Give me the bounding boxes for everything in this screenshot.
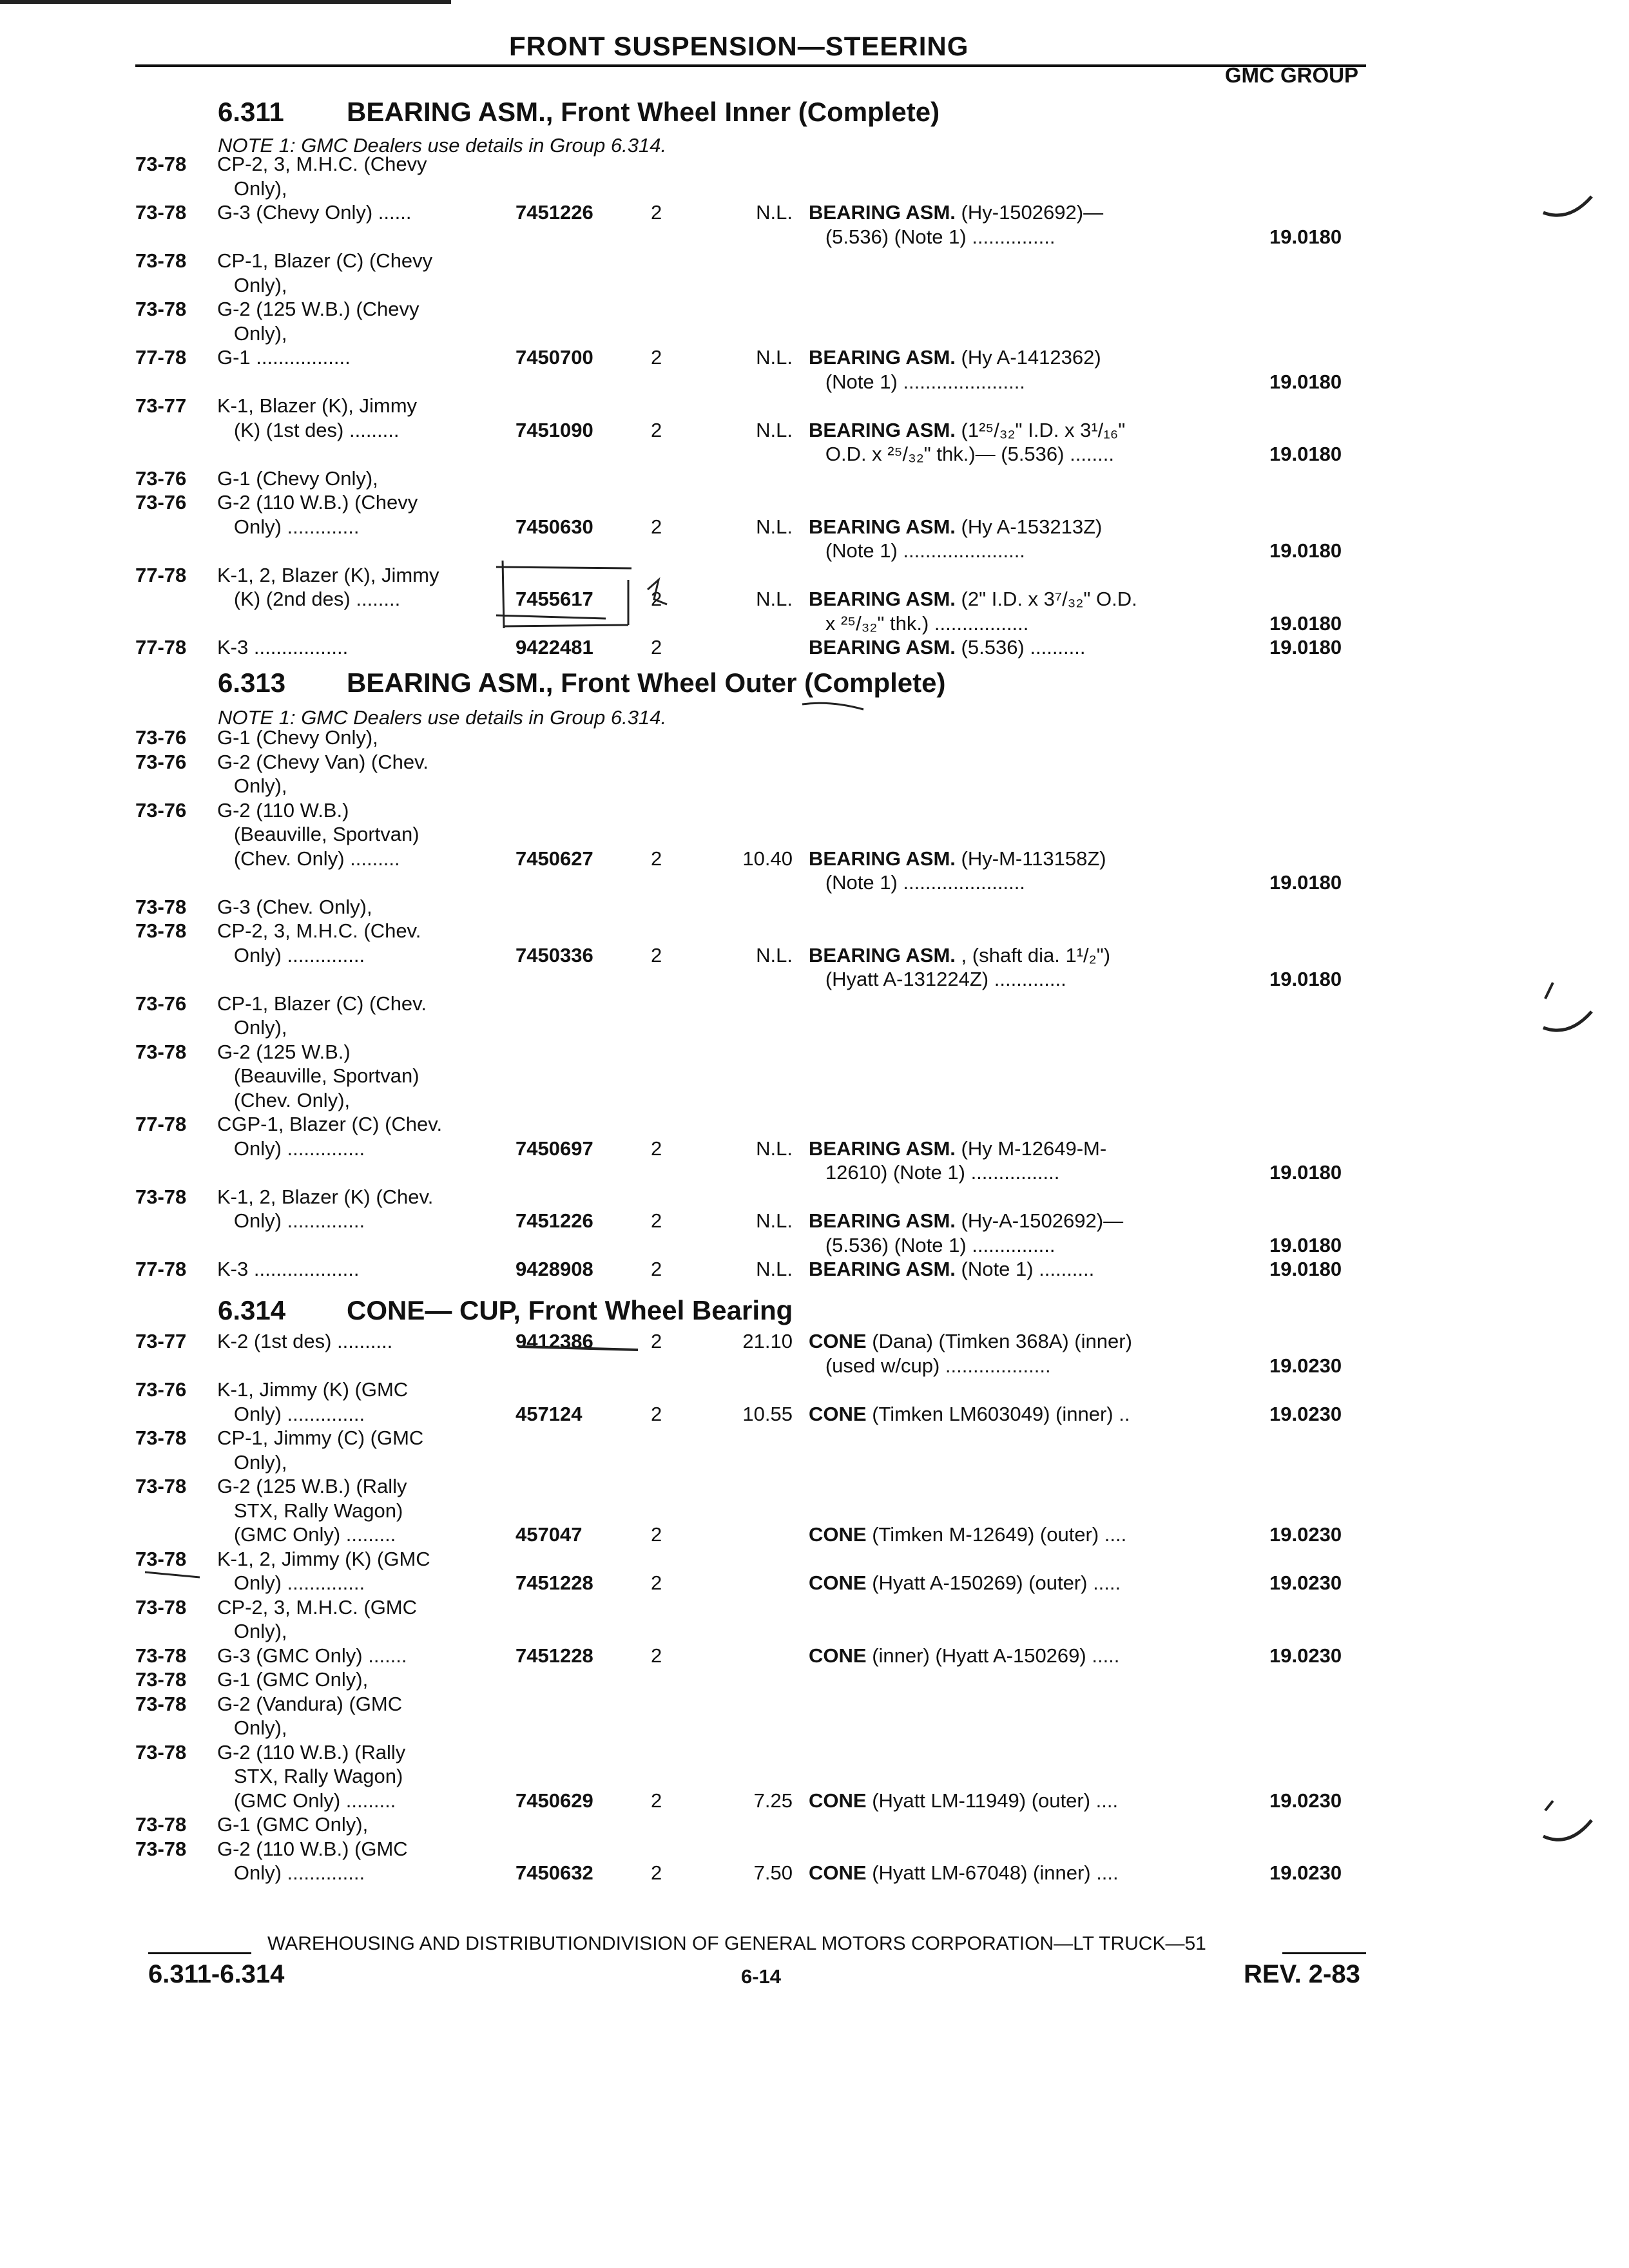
- model-cell: G-2 (Chevy Van) (Chev.: [217, 750, 429, 773]
- description-name: BEARING ASM.: [809, 346, 956, 369]
- model-cell: Only),: [217, 774, 287, 797]
- year-cell: 73-76: [135, 491, 187, 514]
- description-cell: [809, 539, 1025, 562]
- description-cell: [809, 587, 1137, 611]
- year-cell: 73-76: [135, 1378, 187, 1401]
- section-number: 6.311: [218, 97, 284, 127]
- group-number-cell: 19.0180: [1269, 1258, 1342, 1280]
- quantity-cell: 2: [651, 1523, 662, 1546]
- handwritten-box-mark: [490, 554, 696, 631]
- quantity-cell: 2: [651, 943, 662, 966]
- year-cell: 73-78: [135, 298, 187, 320]
- year-cell: 73-78: [135, 1547, 187, 1570]
- section-number: 6.314: [218, 1295, 286, 1325]
- description-name: BEARING ASM.: [809, 1209, 956, 1232]
- model-cell: (Beauville, Sportvan): [217, 1064, 419, 1087]
- description-detail: (Dana) (Timken 368A) (inner): [866, 1330, 1132, 1352]
- model-cell: Only),: [217, 1620, 287, 1642]
- description-detail: (inner) (Hyatt A-150269) .....: [866, 1644, 1120, 1667]
- description-detail: (1²⁵/₃₂" I.D. x 3¹/₁₆": [955, 418, 1126, 441]
- quantity-cell: 2: [651, 588, 662, 610]
- top-scan-bar: [0, 0, 451, 4]
- model-cell: G-2 (110 W.B.): [217, 798, 349, 822]
- quantity-cell: 2: [651, 1571, 662, 1594]
- description-cell: [809, 1523, 1126, 1546]
- description-cell: [809, 1160, 1059, 1184]
- year-cell: 73-78: [135, 919, 187, 942]
- part-number-cell: 7451090: [516, 418, 593, 441]
- description-cell: [809, 1861, 1119, 1885]
- description-name: CONE: [809, 1330, 867, 1352]
- description-name: CONE: [809, 1523, 867, 1546]
- group-number-cell: 19.0230: [1269, 1571, 1342, 1594]
- price-cell: 10.40: [742, 847, 793, 870]
- description-cell: [809, 1789, 1118, 1812]
- description-cell: [809, 1571, 1121, 1595]
- group-number-cell: 19.0180: [1269, 1233, 1342, 1256]
- section-title: [218, 1295, 793, 1326]
- year-cell: 73-77: [135, 394, 187, 417]
- description-detail: (Note 1) ......................: [809, 539, 1025, 562]
- description-name: BEARING ASM.: [809, 943, 956, 966]
- model-cell: G-1 (Chevy Only),: [217, 726, 378, 749]
- model-cell: G-2 (125 W.B.) (Rally: [217, 1475, 407, 1497]
- model-cell: K-1, 2, Blazer (K), Jimmy: [217, 563, 439, 586]
- description-cell: [809, 943, 1110, 967]
- description-detail: (5.536) (Note 1) ...............: [809, 225, 1055, 248]
- description-name: BEARING ASM.: [809, 201, 956, 224]
- model-cell: K-2 (1st des) ..........: [217, 1330, 393, 1352]
- year-cell: 73-78: [135, 1837, 187, 1860]
- quantity-cell: 2: [651, 1861, 662, 1884]
- part-number-cell: 457124: [516, 1402, 583, 1425]
- year-cell: 73-78: [135, 153, 187, 175]
- quantity-cell: 2: [651, 515, 662, 538]
- description-detail: x ²⁵/₃₂" thk.) .................: [809, 611, 1029, 635]
- group-number-cell: 19.0230: [1269, 1644, 1342, 1667]
- model-cell: G-1 (Chevy Only),: [217, 466, 378, 490]
- description-detail: 12610) (Note 1) ................: [809, 1161, 1060, 1184]
- year-cell: 73-76: [135, 726, 187, 749]
- section-heading: BEARING ASM., Front Wheel Inner (Complete): [347, 97, 940, 127]
- year-cell: 73-78: [135, 201, 187, 224]
- description-detail: (used w/cup) ...................: [809, 1354, 1051, 1377]
- model-cell: Only) ..............: [217, 1402, 365, 1425]
- price-cell: N.L.: [756, 346, 793, 369]
- model-cell: CP-2, 3, M.H.C. (Chevy: [217, 153, 427, 175]
- model-cell: K-3 .................: [217, 636, 349, 658]
- description-detail: (Hyatt LM-11949) (outer) ....: [866, 1789, 1119, 1812]
- part-number-cell: 7450697: [516, 1137, 593, 1160]
- year-cell: 73-78: [135, 1427, 187, 1449]
- price-cell: N.L.: [756, 1137, 793, 1160]
- header-rule: [135, 64, 1366, 67]
- part-number-cell: 7451228: [516, 1644, 593, 1667]
- section-note: NOTE 1: GMC Dealers use details in Group 6.314.: [218, 706, 667, 729]
- model-cell: G-3 (Chevy Only) ......: [217, 201, 412, 224]
- price-cell: 10.55: [742, 1402, 793, 1425]
- part-number-cell: 9428908: [516, 1258, 593, 1280]
- description-cell: [809, 967, 1066, 991]
- year-cell: 77-78: [135, 1258, 187, 1280]
- description-detail: (Hy-1502692)—: [955, 201, 1104, 224]
- model-cell: G-2 (110 W.B.) (Rally: [217, 1740, 406, 1763]
- description-name: BEARING ASM.: [809, 418, 956, 441]
- description-detail: (5.536) ..........: [955, 636, 1086, 658]
- model-cell: (GMC Only) .........: [217, 1523, 396, 1546]
- description-cell: [809, 635, 1086, 659]
- group-number-cell: 19.0180: [1269, 1161, 1342, 1184]
- description-detail: (Hyatt A-150269) (outer) .....: [866, 1571, 1121, 1594]
- model-cell: G-1 (GMC Only),: [217, 1813, 369, 1836]
- year-cell: 73-78: [135, 1692, 187, 1715]
- model-cell: K-1, Jimmy (K) (GMC: [217, 1378, 409, 1401]
- model-cell: K-1, 2, Blazer (K) (Chev.: [217, 1185, 434, 1208]
- description-cell: [809, 1329, 1132, 1353]
- description-name: CONE: [809, 1571, 867, 1594]
- model-cell: Only),: [217, 177, 287, 200]
- description-cell: [809, 418, 1125, 442]
- year-cell: 73-76: [135, 992, 187, 1015]
- handwritten-underline-mark: [516, 1343, 644, 1363]
- part-number-cell: 7450629: [516, 1789, 593, 1812]
- description-cell: [809, 1233, 1055, 1257]
- description-cell: [809, 370, 1025, 394]
- year-cell: 77-78: [135, 1113, 187, 1135]
- description-name: BEARING ASM.: [809, 515, 956, 538]
- group-number-cell: 19.0180: [1269, 370, 1342, 393]
- description-detail: (Hy M-12649-M-: [955, 1137, 1107, 1160]
- model-cell: K-1, 2, Jimmy (K) (GMC: [217, 1547, 430, 1570]
- footer-rule-left: [148, 1952, 251, 1954]
- description-detail: (Hy-M-113158Z): [955, 847, 1106, 870]
- description-detail: (Hyatt A-131224Z) .............: [809, 968, 1066, 990]
- section-heading: CONE— CUP, Front Wheel Bearing: [347, 1295, 793, 1325]
- model-cell: Only) ..............: [217, 1137, 365, 1160]
- model-cell: (Chev. Only) .........: [217, 847, 400, 870]
- model-cell: Only) ..............: [217, 1861, 365, 1884]
- year-cell: 73-78: [135, 249, 187, 272]
- part-number-cell: 7450700: [516, 346, 593, 369]
- year-cell: 73-78: [135, 1185, 187, 1208]
- model-cell: (GMC Only) .........: [217, 1789, 396, 1812]
- section-title: [218, 668, 945, 698]
- year-cell: 73-76: [135, 466, 187, 490]
- year-cell: 73-76: [135, 798, 187, 822]
- price-cell: N.L.: [756, 943, 793, 966]
- model-cell: G-2 (110 W.B.) (GMC: [217, 1837, 408, 1860]
- handwritten-underline-mark: [142, 1566, 296, 1585]
- model-cell: Only),: [217, 1450, 287, 1474]
- description-cell: [809, 442, 1114, 466]
- model-cell: STX, Rally Wagon): [217, 1499, 403, 1522]
- model-cell: (Beauville, Sportvan): [217, 823, 419, 845]
- description-detail: (Hy A-153213Z): [955, 515, 1103, 538]
- model-cell: Only),: [217, 273, 287, 296]
- description-cell: [809, 1402, 1130, 1426]
- description-cell: [809, 1209, 1123, 1233]
- price-cell: N.L.: [756, 418, 793, 441]
- description-name: BEARING ASM.: [809, 1258, 956, 1280]
- group-number-cell: 19.0180: [1269, 636, 1342, 658]
- model-cell: CP-1, Jimmy (C) (GMC: [217, 1427, 424, 1449]
- description-detail: (Note 1) ......................: [809, 871, 1025, 894]
- price-cell: N.L.: [756, 588, 793, 610]
- model-cell: (K) (1st des) .........: [217, 418, 400, 441]
- description-cell: [809, 515, 1102, 539]
- group-number-cell: 19.0230: [1269, 1402, 1342, 1425]
- year-cell: 73-76: [135, 750, 187, 773]
- model-cell: G-2 (110 W.B.) (Chevy: [217, 491, 418, 514]
- group-number-cell: 19.0180: [1269, 871, 1342, 894]
- year-cell: 73-78: [135, 1740, 187, 1763]
- model-cell: Only),: [217, 322, 287, 345]
- description-cell: [809, 345, 1101, 369]
- part-number-cell: 7450632: [516, 1861, 593, 1884]
- quantity-cell: 2: [651, 847, 662, 870]
- model-cell: G-2 (Vandura) (GMC: [217, 1692, 403, 1715]
- description-name: CONE: [809, 1789, 867, 1812]
- quantity-cell: 2: [651, 1789, 662, 1812]
- model-cell: Only),: [217, 1016, 287, 1039]
- year-cell: 73-78: [135, 1595, 187, 1619]
- quantity-cell: 2: [651, 1330, 662, 1352]
- part-number-cell: 9422481: [516, 636, 593, 658]
- description-detail: (2" I.D. x 3⁷/₃₂" O.D.: [955, 588, 1137, 610]
- description-detail: (Hyatt LM-67048) (inner) ....: [866, 1861, 1119, 1884]
- description-detail: (Note 1) ......................: [809, 370, 1025, 393]
- price-cell: N.L.: [756, 1209, 793, 1232]
- model-cell: Only) ..............: [217, 943, 365, 966]
- description-cell: [809, 1137, 1106, 1160]
- section-number: 6.313: [218, 668, 286, 698]
- year-cell: 77-78: [135, 346, 187, 369]
- model-cell: CP-1, Blazer (C) (Chev.: [217, 992, 427, 1015]
- quantity-cell: 2: [651, 1137, 662, 1160]
- description-name: BEARING ASM.: [809, 1137, 956, 1160]
- group-number-cell: 19.0180: [1269, 225, 1342, 248]
- group-number-cell: 19.0230: [1269, 1789, 1342, 1812]
- price-cell: 21.10: [742, 1330, 793, 1352]
- group-number-cell: 19.0180: [1269, 443, 1342, 465]
- description-detail: , (shaft dia. 1¹/₂"): [955, 943, 1111, 966]
- model-cell: K-1, Blazer (K), Jimmy: [217, 394, 418, 417]
- description-detail: (Timken LM603049) (inner) ..: [866, 1402, 1130, 1425]
- part-number-cell: 7455617: [516, 588, 593, 610]
- group-number-cell: 19.0230: [1269, 1523, 1342, 1546]
- model-cell: G-2 (125 W.B.): [217, 1040, 351, 1063]
- part-number-cell: 7450336: [516, 943, 593, 966]
- description-detail: (Hy-A-1502692)—: [955, 1209, 1124, 1232]
- model-cell: G-3 (Chev. Only),: [217, 895, 372, 918]
- section-title: [218, 97, 940, 128]
- year-cell: 73-78: [135, 1475, 187, 1497]
- part-number-cell: 7450627: [516, 847, 593, 870]
- quantity-cell: 2: [651, 346, 662, 369]
- model-cell: Only) ..............: [217, 1571, 365, 1594]
- description-detail: (Hy A-1412362): [955, 346, 1101, 369]
- description-cell: [809, 1644, 1119, 1667]
- model-cell: CP-1, Blazer (C) (Chevy: [217, 249, 433, 272]
- description-cell: [809, 870, 1025, 894]
- part-number-cell: 7451228: [516, 1571, 593, 1594]
- part-number-cell: 7450630: [516, 515, 593, 538]
- description-name: BEARING ASM.: [809, 636, 956, 658]
- description-name: CONE: [809, 1644, 867, 1667]
- model-cell: CP-2, 3, M.H.C. (GMC: [217, 1595, 418, 1619]
- group-number-cell: 19.0230: [1269, 1861, 1342, 1884]
- description-cell: [809, 847, 1106, 870]
- model-cell: G-3 (GMC Only) .......: [217, 1644, 407, 1667]
- description-name: CONE: [809, 1861, 867, 1884]
- description-name: BEARING ASM.: [809, 847, 956, 870]
- margin-tick-mark: [1540, 1798, 1598, 1862]
- model-cell: CGP-1, Blazer (C) (Chev.: [217, 1113, 443, 1135]
- footer-page-number: 6-14: [741, 1965, 782, 1988]
- margin-tick-mark: [1540, 193, 1598, 232]
- quantity-cell: 2: [651, 1258, 662, 1280]
- model-cell: Only) ..............: [217, 1209, 365, 1232]
- description-detail: (Timken M-12649) (outer) ....: [866, 1523, 1127, 1546]
- model-cell: Only) .............: [217, 515, 360, 538]
- handwritten-arrow-mark: [799, 699, 870, 718]
- year-cell: 77-78: [135, 563, 187, 586]
- quantity-cell: 2: [651, 1402, 662, 1425]
- model-cell: STX, Rally Wagon): [217, 1765, 403, 1787]
- model-cell: (K) (2nd des) ........: [217, 588, 401, 610]
- description-cell: [809, 200, 1103, 224]
- footer-rule-right: [1282, 1952, 1366, 1954]
- year-cell: 73-78: [135, 895, 187, 918]
- group-number-cell: 19.0230: [1269, 1354, 1342, 1377]
- group-number-cell: 19.0180: [1269, 539, 1342, 562]
- description-cell: [809, 1257, 1094, 1281]
- year-cell: 73-78: [135, 1040, 187, 1063]
- year-cell: 73-77: [135, 1330, 187, 1352]
- price-cell: N.L.: [756, 515, 793, 538]
- model-cell: G-1 .................: [217, 346, 351, 369]
- description-detail: (5.536) (Note 1) ...............: [809, 1233, 1055, 1256]
- price-cell: 7.25: [753, 1789, 793, 1812]
- description-detail: (Note 1) ..........: [955, 1258, 1095, 1280]
- quantity-cell: 2: [651, 1644, 662, 1667]
- year-cell: 73-78: [135, 1813, 187, 1836]
- model-cell: Only),: [217, 1716, 287, 1739]
- footer-section-range: 6.311-6.314: [148, 1960, 285, 1988]
- page-title: FRONT SUSPENSION—STEERING: [509, 31, 969, 61]
- margin-tick-mark: [1540, 979, 1598, 1044]
- price-cell: 7.50: [753, 1861, 793, 1884]
- description-cell: [809, 1354, 1051, 1378]
- model-cell: CP-2, 3, M.H.C. (Chev.: [217, 919, 421, 942]
- part-number-cell: 7451226: [516, 201, 593, 224]
- group-number-cell: 19.0180: [1269, 611, 1342, 635]
- description-detail: O.D. x ²⁵/₃₂" thk.)— (5.536) ........: [809, 443, 1114, 465]
- part-number-cell: 7451226: [516, 1209, 593, 1232]
- model-cell: K-3 ...................: [217, 1258, 360, 1280]
- price-cell: N.L.: [756, 201, 793, 224]
- year-cell: 73-78: [135, 1668, 187, 1691]
- model-cell: G-1 (GMC Only),: [217, 1668, 369, 1691]
- description-cell: [809, 611, 1028, 635]
- quantity-cell: 2: [651, 201, 662, 224]
- quantity-cell: 2: [651, 418, 662, 441]
- footer-revision: REV. 2-83: [1244, 1960, 1360, 1988]
- group-label: GMC GROUP: [1224, 63, 1358, 87]
- group-number-cell: 19.0180: [1269, 968, 1342, 990]
- part-number-cell: 9412386: [516, 1330, 593, 1352]
- section-note: NOTE 1: GMC Dealers use details in Group 6.314.: [218, 134, 667, 157]
- description-name: CONE: [809, 1402, 867, 1425]
- year-cell: 73-78: [135, 1644, 187, 1667]
- model-cell: G-2 (125 W.B.) (Chevy: [217, 298, 419, 320]
- model-cell: (Chev. Only),: [217, 1088, 351, 1111]
- price-cell: N.L.: [756, 1258, 793, 1280]
- year-cell: 77-78: [135, 636, 187, 658]
- section-heading: BEARING ASM., Front Wheel Outer (Complete): [347, 668, 946, 698]
- description-cell: [809, 225, 1055, 249]
- part-number-cell: 457047: [516, 1523, 583, 1546]
- description-name: BEARING ASM.: [809, 588, 956, 610]
- footer-text: WAREHOUSING AND DISTRIBUTIONDIVISION OF GENERAL MOTORS CORPORATION—LT TRUCK—51: [267, 1933, 1206, 1954]
- quantity-cell: 2: [651, 1209, 662, 1232]
- quantity-cell: 2: [651, 636, 662, 658]
